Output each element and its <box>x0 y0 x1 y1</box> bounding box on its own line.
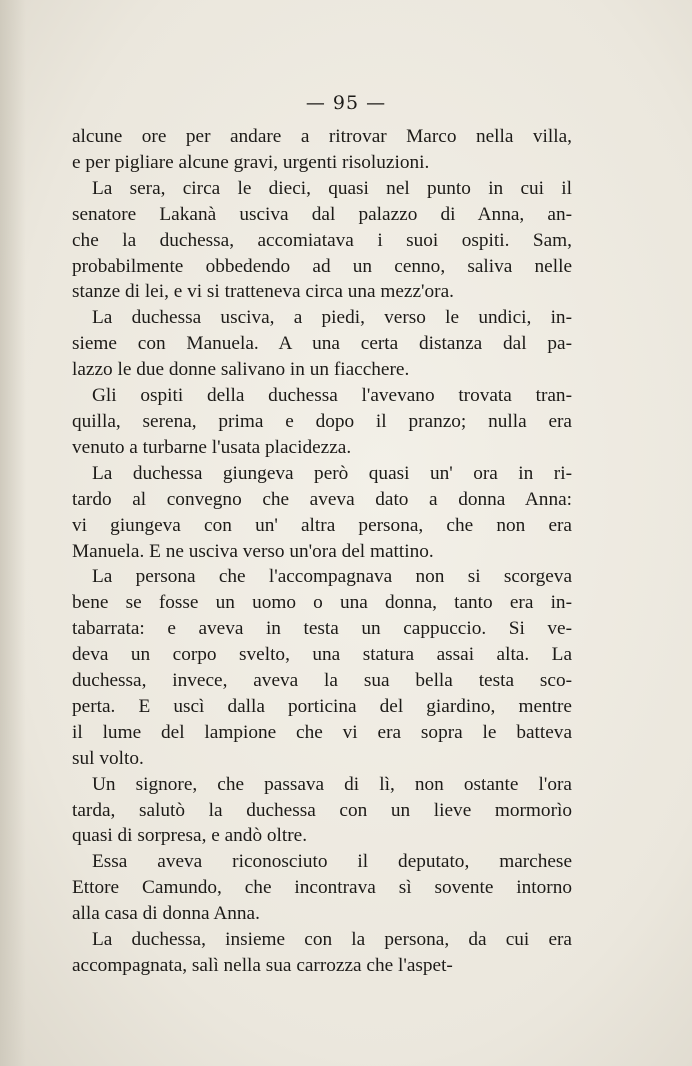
body-text <box>72 124 572 979</box>
text-line: e per pigliare alcune gravi, urgenti risoluzioni. <box>72 151 430 173</box>
text-line: Ettore Camundo, che incontrava sì sovente intorno <box>72 877 572 899</box>
text-line: alla casa di donna Anna. <box>72 903 260 925</box>
text-line: bene se fosse un uomo o una donna, tanto era in- <box>72 592 572 614</box>
text-line: La persona che l'accompagnava non si scorgeva <box>92 566 572 588</box>
text-line: probabilmente obbedendo ad un cenno, saliva nelle <box>72 255 572 277</box>
text-line: lazzo le due donne salivano in un fiacchere. <box>72 359 410 381</box>
text-line: accompagnata, salì nella sua carrozza che l'aspet- <box>72 955 453 976</box>
text-line: tardo al convegno che aveva dato a donna Anna: <box>72 488 572 510</box>
text-line: sieme con Manuela. A una certa distanza dal pa- <box>72 333 572 355</box>
text-line: tarda, salutò la duchessa con un lieve mormorìo <box>72 799 572 821</box>
paragraph <box>72 564 572 771</box>
text-line: senatore Lakanà usciva dal palazzo di Anna, an- <box>72 203 572 225</box>
text-line: quilla, serena, prima e dopo il pranzo; nulla era <box>72 410 572 432</box>
text-line: Un signore, che passava di lì, non ostante l'ora <box>92 773 572 795</box>
text-line: venuto a turbarne l'usata placidezza. <box>72 436 352 458</box>
text-line: sul volto. <box>72 747 144 769</box>
paragraph <box>72 124 572 176</box>
text-line: perta. E uscì dalla porticina del giardino, mentre <box>72 695 572 717</box>
paragraph <box>72 927 572 979</box>
text-line: deva un corpo svelto, una statura assai alta. La <box>72 644 572 666</box>
page-number: — 95 — <box>305 92 387 114</box>
text-line: quasi di sorpresa, e andò oltre. <box>72 825 308 847</box>
paragraph <box>72 849 572 927</box>
text-line: vi giungeva con un' altra persona, che non era <box>72 514 572 536</box>
text-line: che la duchessa, accomiatava i suoi ospiti. Sam, <box>72 229 572 251</box>
text-line: La duchessa, insieme con la persona, da cui era <box>92 929 572 951</box>
text-line: La duchessa usciva, a piedi, verso le undici, in- <box>92 307 572 329</box>
text-line: Essa aveva riconosciuto il deputato, marchese <box>92 851 572 873</box>
paragraph <box>72 383 572 461</box>
text-line: tabarrata: e aveva in testa un cappuccio. Si ve- <box>72 618 572 640</box>
page-gutter-shadow <box>0 0 26 1066</box>
text-line: il lume del lampione che vi era sopra le batteva <box>72 721 572 743</box>
paragraph <box>72 461 572 565</box>
text-line: stanze di lei, e vi si tratteneva circa una mezz'ora. <box>72 281 454 303</box>
text-line: duchessa, invece, aveva la sua bella testa sco- <box>72 670 572 692</box>
text-line: Gli ospiti della duchessa l'avevano trovata tran- <box>92 385 572 407</box>
paragraph <box>72 772 572 850</box>
text-line: alcune ore per andare a ritrovar Marco nella villa, <box>72 126 572 147</box>
text-line: La duchessa giungeva però quasi un' ora in ri- <box>92 462 572 484</box>
text-line: La sera, circa le dieci, quasi nel punto in cui il <box>92 177 572 199</box>
paragraph <box>72 305 572 383</box>
paragraph <box>72 176 572 306</box>
text-line: Manuela. E ne usciva verso un'ora del mattino. <box>72 540 434 562</box>
